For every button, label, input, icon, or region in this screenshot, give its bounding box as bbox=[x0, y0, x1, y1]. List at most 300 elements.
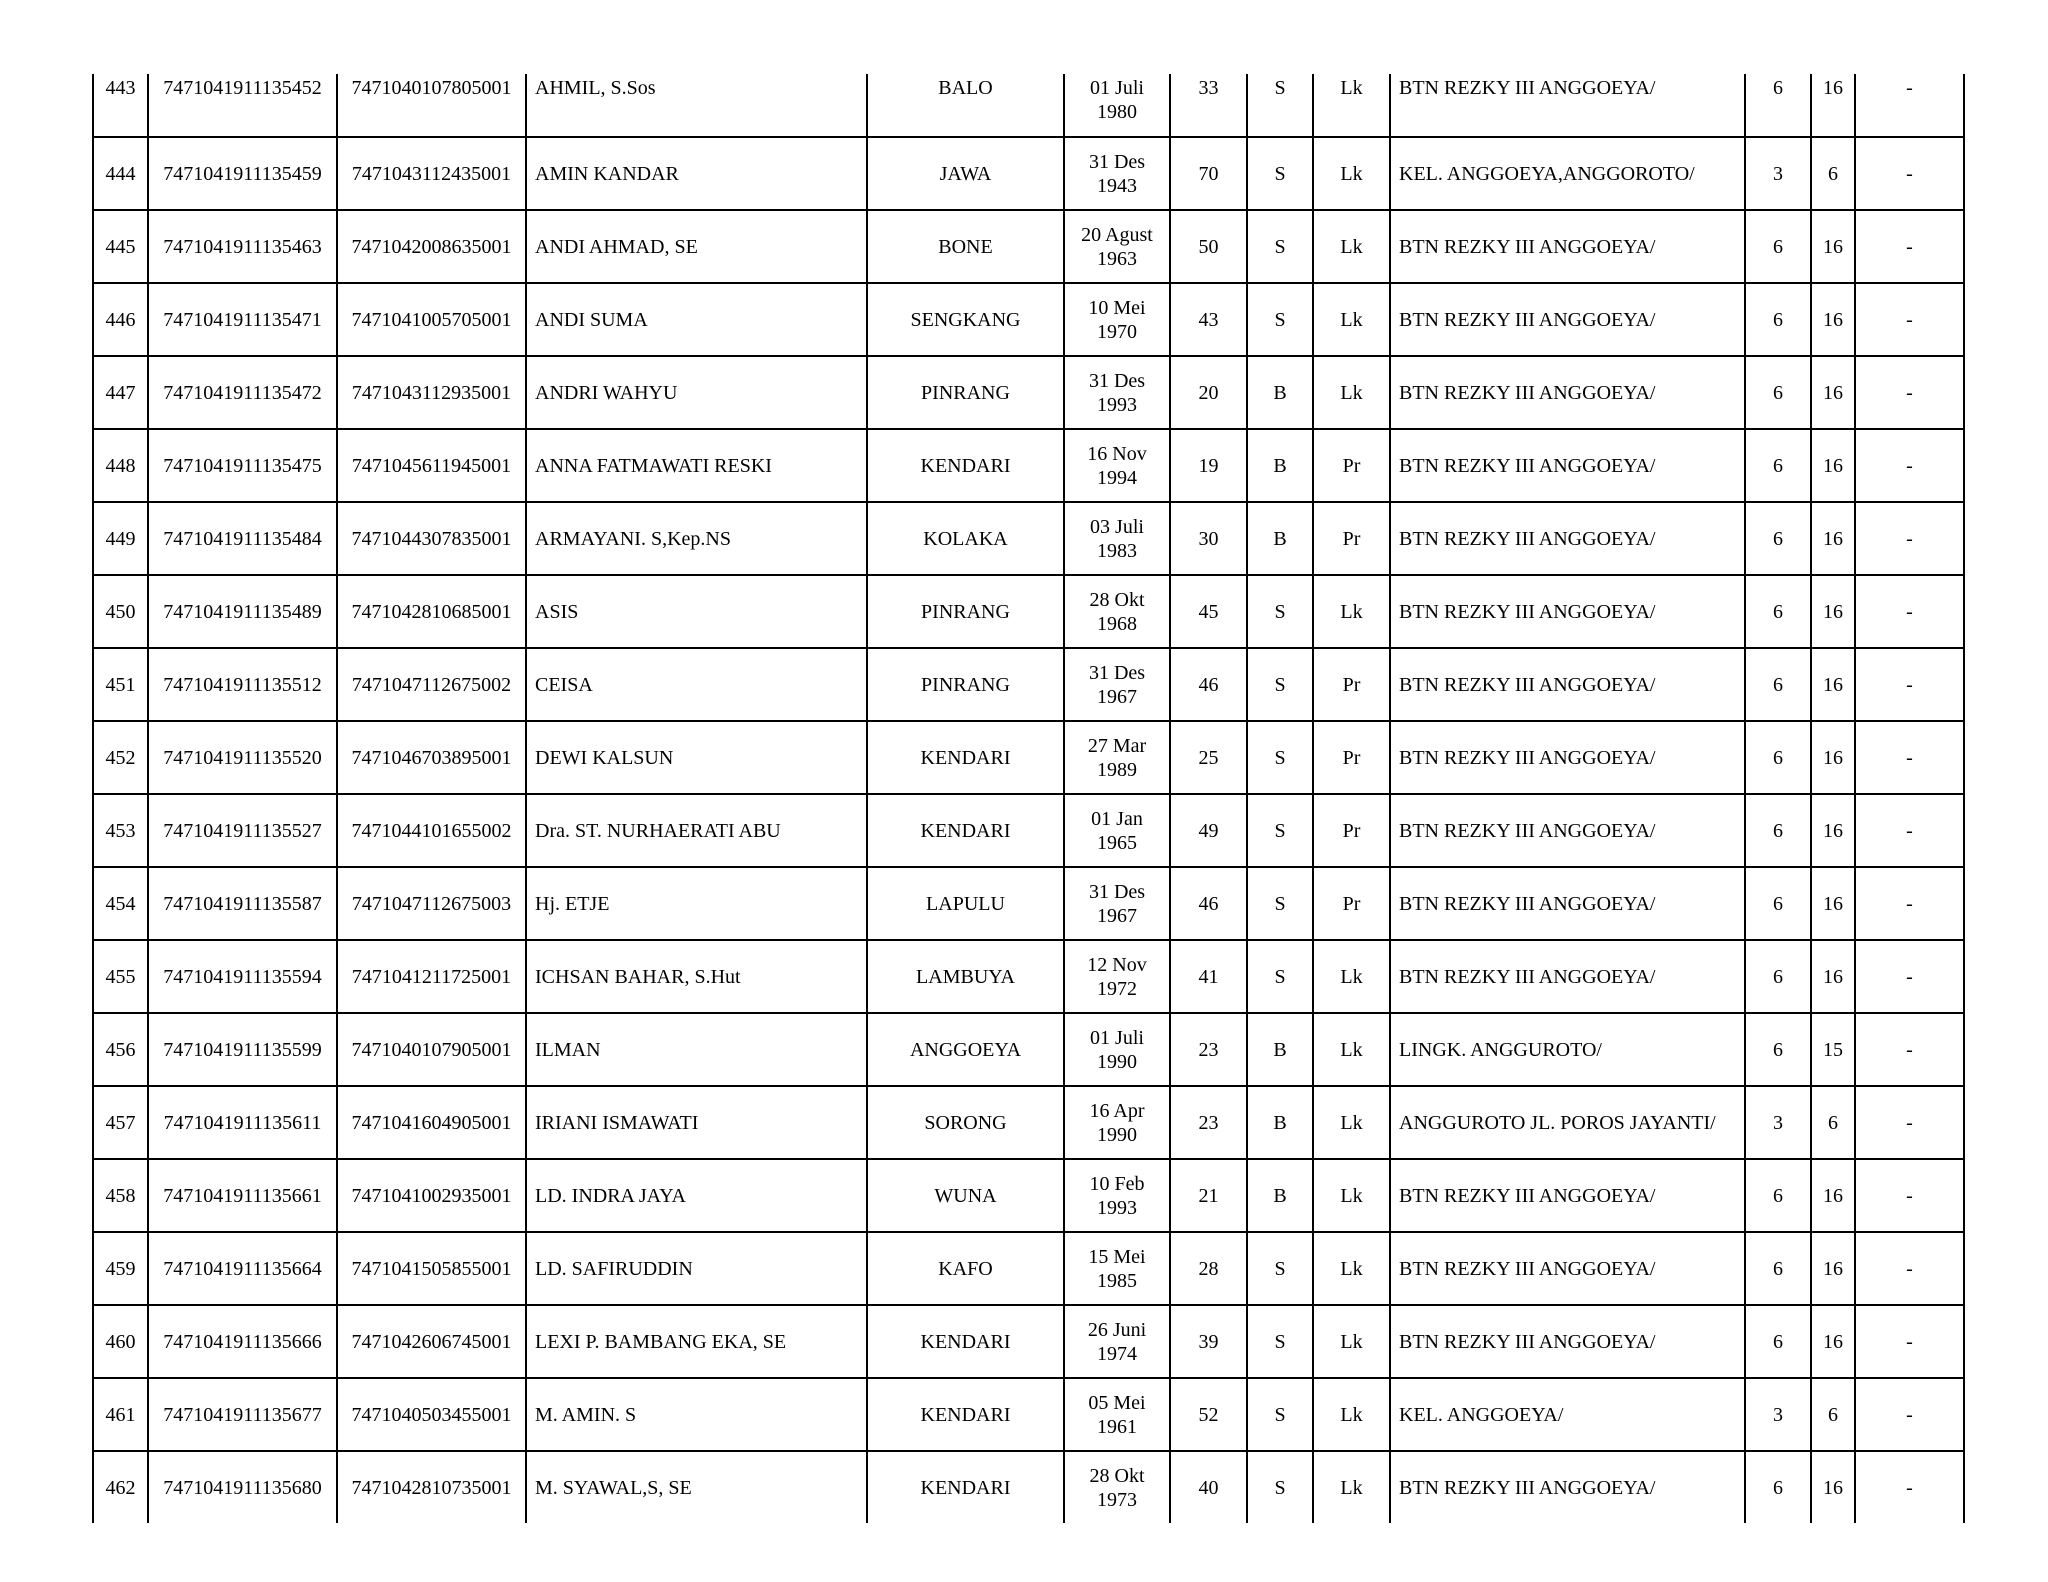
birthplace-text: LAMBUYA bbox=[916, 965, 1015, 988]
row-number-text: 457 bbox=[105, 1111, 136, 1134]
marital-status-text: S bbox=[1274, 965, 1286, 988]
nkk-cell bbox=[148, 1232, 337, 1305]
row-number-text: 462 bbox=[105, 1476, 136, 1499]
name-cell bbox=[526, 940, 867, 1013]
nik-text: 7471040107905001 bbox=[351, 1038, 512, 1061]
name-text: CEISA bbox=[535, 673, 593, 696]
address-text: BTN REZKY III ANGGOEYA/ bbox=[1399, 965, 1656, 988]
row-number-text: 459 bbox=[105, 1257, 136, 1280]
row-number-cell bbox=[93, 502, 148, 575]
nik-cell bbox=[337, 283, 526, 356]
birth-year: 1993 bbox=[1097, 1196, 1137, 1219]
marital-status-cell bbox=[1247, 1159, 1313, 1232]
row-number-text: 446 bbox=[105, 308, 136, 331]
birth-day-month: 15 Mei bbox=[1088, 1245, 1146, 1268]
sex-cell bbox=[1313, 940, 1390, 1013]
marital-status-text: S bbox=[1274, 819, 1286, 842]
rw-cell bbox=[1811, 137, 1855, 210]
row-number-cell bbox=[93, 867, 148, 940]
address-text: ANGGUROTO JL. POROS JAYANTI/ bbox=[1399, 1111, 1716, 1134]
row-number-text: 451 bbox=[105, 673, 136, 696]
marital-status-cell bbox=[1247, 1013, 1313, 1086]
birthplace-cell bbox=[867, 137, 1064, 210]
age-text: 40 bbox=[1198, 1476, 1219, 1499]
birth-year: 1993 bbox=[1097, 393, 1137, 416]
sex-cell bbox=[1313, 867, 1390, 940]
marital-status-cell bbox=[1247, 502, 1313, 575]
note-cell bbox=[1855, 356, 1964, 429]
birthplace-text: KENDARI bbox=[920, 746, 1011, 769]
table-row bbox=[93, 1013, 1964, 1086]
nkk-text: 7471041911135587 bbox=[163, 892, 322, 915]
marital-status-text: S bbox=[1274, 1476, 1286, 1499]
rw-cell bbox=[1811, 1013, 1855, 1086]
name-cell bbox=[526, 648, 867, 721]
nkk-text: 7471041911135489 bbox=[163, 600, 322, 623]
age-text: 30 bbox=[1198, 527, 1219, 550]
table-row bbox=[93, 575, 1964, 648]
name-cell bbox=[526, 502, 867, 575]
sex-text: Pr bbox=[1342, 892, 1361, 915]
nik-cell bbox=[337, 429, 526, 502]
name-cell bbox=[526, 1013, 867, 1086]
birth-day-month: 31 Des bbox=[1088, 150, 1146, 173]
address-text: BTN REZKY III ANGGOEYA/ bbox=[1399, 1257, 1656, 1280]
nik-cell bbox=[337, 1305, 526, 1378]
name-text: ICHSAN BAHAR, S.Hut bbox=[535, 965, 741, 988]
address-cell bbox=[1390, 1159, 1745, 1232]
birthdate-cell bbox=[1064, 575, 1170, 648]
marital-status-text: B bbox=[1273, 1184, 1287, 1207]
rw-text: 6 bbox=[1828, 162, 1838, 185]
table-row bbox=[93, 502, 1964, 575]
note-cell bbox=[1855, 1305, 1964, 1378]
birth-year: 1965 bbox=[1097, 831, 1137, 854]
age-cell bbox=[1170, 1013, 1247, 1086]
marital-status-text: B bbox=[1273, 1111, 1287, 1134]
row-number-text: 445 bbox=[105, 235, 136, 258]
rt-cell bbox=[1745, 867, 1811, 940]
sex-cell bbox=[1313, 74, 1390, 137]
rw-cell bbox=[1811, 575, 1855, 648]
nkk-text: 7471041911135463 bbox=[163, 235, 322, 258]
sex-text: Lk bbox=[1340, 1257, 1363, 1280]
name-cell bbox=[526, 1451, 867, 1523]
nkk-text: 7471041911135471 bbox=[163, 308, 322, 331]
birthplace-cell bbox=[867, 1305, 1064, 1378]
name-text: LD. INDRA JAYA bbox=[535, 1184, 686, 1207]
rt-cell bbox=[1745, 721, 1811, 794]
nik-text: 7471047112675002 bbox=[351, 673, 512, 696]
address-cell bbox=[1390, 794, 1745, 867]
birth-year: 1990 bbox=[1097, 1050, 1137, 1073]
table-row bbox=[93, 1451, 1964, 1523]
sex-text: Lk bbox=[1340, 1184, 1363, 1207]
name-cell bbox=[526, 429, 867, 502]
note-cell bbox=[1855, 1086, 1964, 1159]
marital-status-text: B bbox=[1273, 454, 1287, 477]
birth-day-month: 10 Feb bbox=[1089, 1172, 1145, 1195]
address-cell bbox=[1390, 1378, 1745, 1451]
nik-cell bbox=[337, 1232, 526, 1305]
note-text: - bbox=[1906, 673, 1913, 696]
rw-text: 15 bbox=[1823, 1038, 1843, 1061]
note-cell bbox=[1855, 502, 1964, 575]
note-text: - bbox=[1906, 381, 1913, 404]
rt-cell bbox=[1745, 1013, 1811, 1086]
birthplace-cell bbox=[867, 1013, 1064, 1086]
address-cell bbox=[1390, 356, 1745, 429]
rw-cell bbox=[1811, 794, 1855, 867]
age-text: 46 bbox=[1198, 673, 1219, 696]
nik-text: 7471043112935001 bbox=[351, 381, 512, 404]
rw-cell bbox=[1811, 940, 1855, 1013]
row-number-text: 452 bbox=[105, 746, 136, 769]
birthdate-cell bbox=[1064, 1013, 1170, 1086]
nik-cell bbox=[337, 137, 526, 210]
row-number-text: 449 bbox=[105, 527, 136, 550]
rw-cell bbox=[1811, 1086, 1855, 1159]
birthdate-cell bbox=[1064, 1378, 1170, 1451]
sex-cell bbox=[1313, 575, 1390, 648]
rt-text: 6 bbox=[1773, 1330, 1783, 1353]
birthplace-text: JAWA bbox=[939, 162, 992, 185]
table-row bbox=[93, 210, 1964, 283]
nkk-text: 7471041911135661 bbox=[163, 1184, 322, 1207]
row-number-cell bbox=[93, 356, 148, 429]
sex-cell bbox=[1313, 648, 1390, 721]
row-number-text: 447 bbox=[105, 381, 136, 404]
row-number-text: 453 bbox=[105, 819, 136, 842]
address-text: BTN REZKY III ANGGOEYA/ bbox=[1399, 746, 1656, 769]
rt-cell bbox=[1745, 1305, 1811, 1378]
note-cell bbox=[1855, 74, 1964, 137]
age-text: 50 bbox=[1198, 235, 1219, 258]
nkk-cell bbox=[148, 940, 337, 1013]
rw-text: 16 bbox=[1823, 1330, 1843, 1353]
row-number-cell bbox=[93, 794, 148, 867]
table-row bbox=[93, 648, 1964, 721]
name-text: LD. SAFIRUDDIN bbox=[535, 1257, 693, 1280]
nik-cell bbox=[337, 1378, 526, 1451]
nik-text: 7471040503455001 bbox=[351, 1403, 512, 1426]
birthplace-text: PINRANG bbox=[921, 600, 1010, 623]
marital-status-cell bbox=[1247, 1451, 1313, 1523]
birth-year: 1990 bbox=[1097, 1123, 1137, 1146]
rt-text: 6 bbox=[1773, 235, 1783, 258]
birthplace-text: SENGKANG bbox=[910, 308, 1021, 331]
name-text: Hj. ETJE bbox=[535, 892, 610, 915]
row-number-cell bbox=[93, 1305, 148, 1378]
sex-cell bbox=[1313, 1159, 1390, 1232]
address-cell bbox=[1390, 721, 1745, 794]
marital-status-text: S bbox=[1274, 1257, 1286, 1280]
rw-cell bbox=[1811, 1378, 1855, 1451]
row-number-text: 455 bbox=[105, 965, 136, 988]
address-cell bbox=[1390, 74, 1745, 137]
note-text: - bbox=[1906, 308, 1913, 331]
sex-cell bbox=[1313, 794, 1390, 867]
nkk-text: 7471041911135452 bbox=[163, 77, 322, 99]
table-row bbox=[93, 429, 1964, 502]
birth-day-month: 12 Nov bbox=[1087, 953, 1147, 976]
nkk-cell bbox=[148, 575, 337, 648]
rt-text: 6 bbox=[1773, 892, 1783, 915]
rt-cell bbox=[1745, 1086, 1811, 1159]
rt-text: 6 bbox=[1773, 746, 1783, 769]
birthplace-cell bbox=[867, 940, 1064, 1013]
birth-year: 1985 bbox=[1097, 1269, 1137, 1292]
note-cell bbox=[1855, 1451, 1964, 1523]
name-cell bbox=[526, 794, 867, 867]
note-cell bbox=[1855, 429, 1964, 502]
birth-day-month: 27 Mar bbox=[1087, 734, 1147, 757]
name-text: DEWI KALSUN bbox=[535, 746, 674, 769]
note-text: - bbox=[1906, 1257, 1913, 1280]
nkk-cell bbox=[148, 648, 337, 721]
address-text: BTN REZKY III ANGGOEYA/ bbox=[1399, 673, 1656, 696]
nik-text: 7471042810685001 bbox=[351, 600, 512, 623]
nkk-text: 7471041911135472 bbox=[163, 381, 322, 404]
rw-cell bbox=[1811, 1159, 1855, 1232]
nik-text: 7471042810735001 bbox=[351, 1476, 512, 1499]
rt-cell bbox=[1745, 210, 1811, 283]
row-number-text: 461 bbox=[105, 1403, 136, 1426]
sex-text: Lk bbox=[1340, 965, 1363, 988]
birthplace-cell bbox=[867, 356, 1064, 429]
nik-text: 7471047112675003 bbox=[351, 892, 512, 915]
note-cell bbox=[1855, 1013, 1964, 1086]
birthplace-cell bbox=[867, 74, 1064, 137]
rw-text: 16 bbox=[1823, 308, 1843, 331]
rt-cell bbox=[1745, 940, 1811, 1013]
birthdate-cell bbox=[1064, 1305, 1170, 1378]
address-text: BTN REZKY III ANGGOEYA/ bbox=[1399, 381, 1656, 404]
birthdate-cell bbox=[1064, 74, 1170, 137]
row-number-cell bbox=[93, 940, 148, 1013]
row-number-text: 454 bbox=[105, 892, 136, 915]
birth-day-month: 10 Mei bbox=[1088, 296, 1146, 319]
age-cell bbox=[1170, 1159, 1247, 1232]
note-cell bbox=[1855, 940, 1964, 1013]
nik-text: 7471040107805001 bbox=[351, 77, 512, 99]
note-text: - bbox=[1906, 892, 1913, 915]
address-cell bbox=[1390, 1305, 1745, 1378]
birth-year: 1983 bbox=[1097, 539, 1137, 562]
name-text: ARMAYANI. S,Kep.NS bbox=[535, 527, 731, 550]
address-text: BTN REZKY III ANGGOEYA/ bbox=[1399, 1184, 1656, 1207]
row-number-cell bbox=[93, 429, 148, 502]
name-cell bbox=[526, 210, 867, 283]
name-cell bbox=[526, 1159, 867, 1232]
marital-status-cell bbox=[1247, 137, 1313, 210]
nkk-cell bbox=[148, 1305, 337, 1378]
name-text: M. SYAWAL,S, SE bbox=[535, 1476, 692, 1499]
birthplace-cell bbox=[867, 1086, 1064, 1159]
nik-text: 7471045611945001 bbox=[351, 454, 512, 477]
rw-cell bbox=[1811, 356, 1855, 429]
rt-text: 6 bbox=[1773, 1476, 1783, 1499]
age-text: 41 bbox=[1198, 965, 1219, 988]
nik-text: 7471042008635001 bbox=[351, 235, 512, 258]
address-cell bbox=[1390, 210, 1745, 283]
address-cell bbox=[1390, 1451, 1745, 1523]
nkk-cell bbox=[148, 794, 337, 867]
marital-status-cell bbox=[1247, 1305, 1313, 1378]
note-cell bbox=[1855, 1159, 1964, 1232]
address-cell bbox=[1390, 283, 1745, 356]
birth-day-month: 31 Des bbox=[1088, 369, 1146, 392]
note-text: - bbox=[1906, 454, 1913, 477]
table-row bbox=[93, 794, 1964, 867]
birth-year: 1967 bbox=[1097, 904, 1137, 927]
note-text: - bbox=[1906, 1111, 1913, 1134]
name-text: ANNA FATMAWATI RESKI bbox=[535, 454, 772, 477]
name-cell bbox=[526, 74, 867, 137]
rt-text: 6 bbox=[1773, 381, 1783, 404]
note-text: - bbox=[1906, 1330, 1913, 1353]
nik-cell bbox=[337, 867, 526, 940]
note-cell bbox=[1855, 1232, 1964, 1305]
note-text: - bbox=[1906, 162, 1913, 185]
age-cell bbox=[1170, 356, 1247, 429]
nkk-text: 7471041911135484 bbox=[163, 527, 322, 550]
age-cell bbox=[1170, 210, 1247, 283]
address-text: BTN REZKY III ANGGOEYA/ bbox=[1399, 527, 1656, 550]
birthplace-cell bbox=[867, 648, 1064, 721]
birthplace-cell bbox=[867, 575, 1064, 648]
address-text: BTN REZKY III ANGGOEYA/ bbox=[1399, 819, 1656, 842]
table-row bbox=[93, 74, 1964, 137]
sex-text: Pr bbox=[1342, 454, 1361, 477]
rw-text: 16 bbox=[1823, 1257, 1843, 1280]
row-number-cell bbox=[93, 1013, 148, 1086]
nkk-text: 7471041911135677 bbox=[163, 1403, 322, 1426]
note-text: - bbox=[1906, 1038, 1913, 1061]
birthplace-text: BALO bbox=[938, 77, 993, 99]
rt-text: 6 bbox=[1773, 527, 1783, 550]
nkk-cell bbox=[148, 356, 337, 429]
row-number-cell bbox=[93, 721, 148, 794]
marital-status-text: S bbox=[1274, 77, 1286, 99]
name-text: ANDRI WAHYU bbox=[535, 381, 678, 404]
nik-text: 7471041002935001 bbox=[351, 1184, 512, 1207]
sex-text: Lk bbox=[1340, 1476, 1363, 1499]
table-row bbox=[93, 283, 1964, 356]
rt-cell bbox=[1745, 1451, 1811, 1523]
age-cell bbox=[1170, 429, 1247, 502]
age-cell bbox=[1170, 502, 1247, 575]
rw-text: 16 bbox=[1823, 892, 1843, 915]
address-text: BTN REZKY III ANGGOEYA/ bbox=[1399, 308, 1656, 331]
birth-day-month: 01 Juli bbox=[1090, 1026, 1144, 1049]
age-text: 28 bbox=[1198, 1257, 1219, 1280]
table-row bbox=[93, 1232, 1964, 1305]
rt-cell bbox=[1745, 1378, 1811, 1451]
nik-cell bbox=[337, 210, 526, 283]
nkk-cell bbox=[148, 1013, 337, 1086]
rw-text: 16 bbox=[1823, 1184, 1843, 1207]
address-cell bbox=[1390, 1013, 1745, 1086]
birthplace-cell bbox=[867, 721, 1064, 794]
sex-cell bbox=[1313, 1451, 1390, 1523]
note-text: - bbox=[1906, 527, 1913, 550]
age-text: 33 bbox=[1198, 77, 1219, 99]
age-cell bbox=[1170, 1451, 1247, 1523]
birth-year: 1943 bbox=[1097, 174, 1137, 197]
birth-year: 1963 bbox=[1097, 247, 1137, 270]
note-text: - bbox=[1906, 965, 1913, 988]
name-cell bbox=[526, 1086, 867, 1159]
name-text: Dra. ST. NURHAERATI ABU bbox=[535, 819, 781, 842]
sex-text: Pr bbox=[1342, 819, 1361, 842]
row-number-cell bbox=[93, 1159, 148, 1232]
rt-text: 6 bbox=[1773, 1184, 1783, 1207]
birthdate-cell bbox=[1064, 1159, 1170, 1232]
nik-cell bbox=[337, 794, 526, 867]
address-text: BTN REZKY III ANGGOEYA/ bbox=[1399, 600, 1656, 623]
rt-text: 3 bbox=[1773, 162, 1783, 185]
nik-text: 7471046703895001 bbox=[351, 746, 512, 769]
note-text: - bbox=[1906, 746, 1913, 769]
marital-status-cell bbox=[1247, 429, 1313, 502]
name-text: ASIS bbox=[535, 600, 579, 623]
birthplace-text: WUNA bbox=[934, 1184, 997, 1207]
birthplace-cell bbox=[867, 1159, 1064, 1232]
birthdate-cell bbox=[1064, 283, 1170, 356]
sex-cell bbox=[1313, 210, 1390, 283]
birthplace-text: KENDARI bbox=[920, 1476, 1011, 1499]
table-row bbox=[93, 940, 1964, 1013]
nik-text: 7471044307835001 bbox=[351, 527, 512, 550]
nik-cell bbox=[337, 502, 526, 575]
address-text: BTN REZKY III ANGGOEYA/ bbox=[1399, 1476, 1656, 1499]
rt-cell bbox=[1745, 1159, 1811, 1232]
table-row bbox=[93, 1159, 1964, 1232]
nik-cell bbox=[337, 74, 526, 137]
nkk-text: 7471041911135520 bbox=[163, 746, 322, 769]
marital-status-text: S bbox=[1274, 308, 1286, 331]
age-text: 21 bbox=[1198, 1184, 1219, 1207]
nik-text: 7471041005705001 bbox=[351, 308, 512, 331]
note-text: - bbox=[1906, 235, 1913, 258]
birthplace-cell bbox=[867, 1378, 1064, 1451]
age-text: 20 bbox=[1198, 381, 1219, 404]
rw-text: 16 bbox=[1823, 746, 1843, 769]
name-text: AHMIL, S.Sos bbox=[535, 77, 656, 99]
name-text: ANDI SUMA bbox=[535, 308, 648, 331]
birthdate-cell bbox=[1064, 137, 1170, 210]
nkk-text: 7471041911135594 bbox=[163, 965, 322, 988]
birthplace-text: KENDARI bbox=[920, 819, 1011, 842]
sex-text: Lk bbox=[1340, 77, 1363, 99]
nik-cell bbox=[337, 940, 526, 1013]
marital-status-cell bbox=[1247, 940, 1313, 1013]
age-text: 45 bbox=[1198, 600, 1219, 623]
sex-text: Lk bbox=[1340, 235, 1363, 258]
address-cell bbox=[1390, 867, 1745, 940]
name-cell bbox=[526, 867, 867, 940]
birthplace-text: PINRANG bbox=[921, 673, 1010, 696]
rt-text: 6 bbox=[1773, 819, 1783, 842]
marital-status-cell bbox=[1247, 794, 1313, 867]
rt-text: 6 bbox=[1773, 77, 1783, 99]
birth-year: 1961 bbox=[1097, 1415, 1137, 1438]
note-cell bbox=[1855, 1378, 1964, 1451]
nkk-cell bbox=[148, 210, 337, 283]
name-cell bbox=[526, 1305, 867, 1378]
table-row bbox=[93, 867, 1964, 940]
